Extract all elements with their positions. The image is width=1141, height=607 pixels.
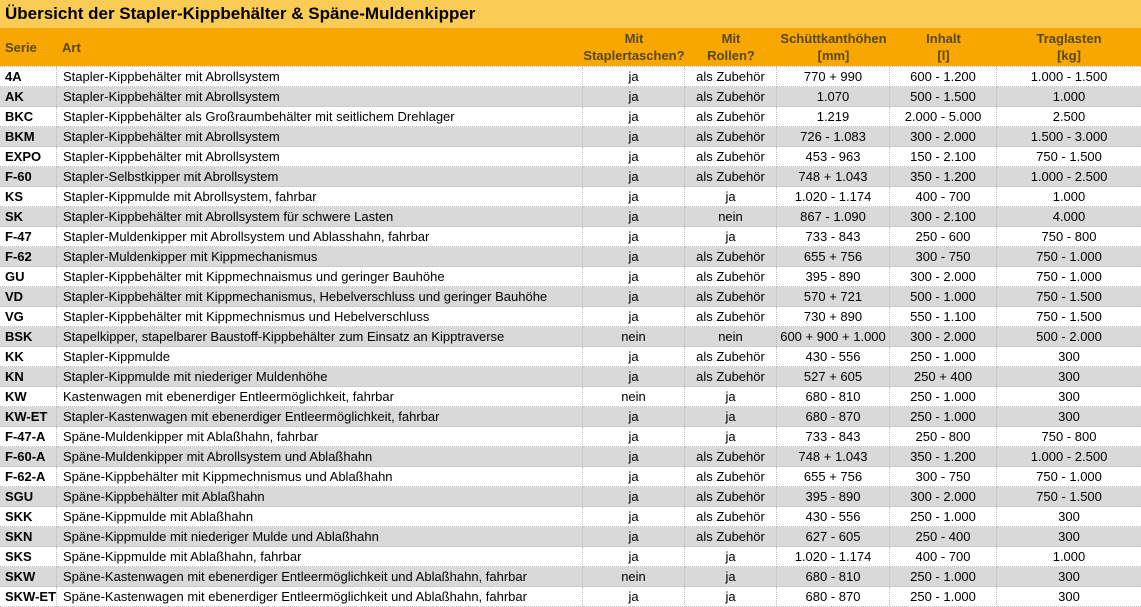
cell-traglast: 750 - 1.500 [997, 147, 1141, 167]
cell-serie: SGU [0, 487, 57, 507]
table-row [0, 167, 1141, 187]
cell-staplertaschen: ja [583, 107, 685, 127]
cell-schuettkanthoehe: 1.020 - 1.174 [777, 547, 890, 567]
cell-traglast: 300 [997, 347, 1141, 367]
cell-staplertaschen: ja [583, 267, 685, 287]
cell-traglast: 500 - 2.000 [997, 327, 1141, 347]
cell-rollen: als Zubehör [685, 507, 777, 527]
cell-staplertaschen: ja [583, 307, 685, 327]
cell-staplertaschen: ja [583, 207, 685, 227]
header-staplertaschen-line1: Mit [624, 31, 644, 46]
cell-schuettkanthoehe: 770 + 990 [777, 67, 890, 87]
table-row [0, 227, 1141, 247]
header-inhalt-unit: [l] [937, 48, 950, 63]
cell-serie: F-47-A [0, 427, 57, 447]
cell-traglast: 300 [997, 567, 1141, 587]
cell-traglast: 300 [997, 507, 1141, 527]
header-traglasten-line1: Traglasten [1036, 31, 1102, 46]
cell-serie: EXPO [0, 147, 57, 167]
cell-schuettkanthoehe: 527 + 605 [777, 367, 890, 387]
cell-rollen: ja [685, 567, 777, 587]
cell-schuettkanthoehe: 570 + 721 [777, 287, 890, 307]
table-row [0, 347, 1141, 367]
cell-schuettkanthoehe: 680 - 810 [777, 387, 890, 407]
cell-inhalt: 600 - 1.200 [890, 67, 997, 87]
cell-rollen: nein [685, 327, 777, 347]
cell-inhalt: 550 - 1.100 [890, 307, 997, 327]
cell-traglast: 300 [997, 527, 1141, 547]
cell-traglast: 300 [997, 387, 1141, 407]
header-traglasten-unit: [kg] [1057, 48, 1081, 63]
cell-inhalt: 250 - 1.000 [890, 407, 997, 427]
cell-art: Späne-Kippmulde mit niederiger Mulde und Ablaßhahn [57, 527, 583, 547]
cell-rollen: als Zubehör [685, 147, 777, 167]
cell-staplertaschen: ja [583, 347, 685, 367]
table-row [0, 367, 1141, 387]
cell-staplertaschen: ja [583, 407, 685, 427]
cell-serie: SKS [0, 547, 57, 567]
cell-inhalt: 500 - 1.000 [890, 287, 997, 307]
cell-serie: SKW-ET [0, 587, 57, 607]
header-serie [0, 28, 57, 66]
cell-traglast: 1.000 - 1.500 [997, 67, 1141, 87]
cell-art: Stapler-Selbstkipper mit Abrollsystem [57, 167, 583, 187]
cell-art: Kastenwagen mit ebenerdiger Entleermöglichkeit, fahrbar [57, 387, 583, 407]
header-row [0, 28, 1141, 66]
cell-serie: 4A [0, 67, 57, 87]
cell-schuettkanthoehe: 680 - 870 [777, 407, 890, 427]
cell-schuettkanthoehe: 600 + 900 + 1.000 [777, 327, 890, 347]
table-row [0, 267, 1141, 287]
table-body [0, 66, 1141, 607]
table-row [0, 487, 1141, 507]
cell-inhalt: 300 - 750 [890, 247, 997, 267]
cell-schuettkanthoehe: 395 - 890 [777, 487, 890, 507]
header-rollen [685, 28, 777, 66]
cell-art: Stapler-Kastenwagen mit ebenerdiger Entleermöglichkeit, fahrbar [57, 407, 583, 427]
cell-staplertaschen: ja [583, 187, 685, 207]
cell-traglast: 750 - 1.000 [997, 247, 1141, 267]
table-row [0, 67, 1141, 87]
cell-rollen: als Zubehör [685, 307, 777, 327]
table-row [0, 587, 1141, 607]
cell-traglast: 1.000 [997, 87, 1141, 107]
cell-serie: GU [0, 267, 57, 287]
cell-schuettkanthoehe: 726 - 1.083 [777, 127, 890, 147]
cell-schuettkanthoehe: 627 - 605 [777, 527, 890, 547]
table-row [0, 407, 1141, 427]
cell-staplertaschen: ja [583, 167, 685, 187]
cell-art: Stapler-Kippbehälter mit Kippmechnaismus und geringer Bauhöhe [57, 267, 583, 287]
cell-traglast: 750 - 1.500 [997, 307, 1141, 327]
header-traglasten [997, 28, 1141, 66]
cell-staplertaschen: ja [583, 67, 685, 87]
table-row [0, 387, 1141, 407]
cell-serie: F-60-A [0, 447, 57, 467]
cell-inhalt: 150 - 2.100 [890, 147, 997, 167]
cell-rollen: ja [685, 387, 777, 407]
cell-schuettkanthoehe: 655 + 756 [777, 247, 890, 267]
cell-serie: KN [0, 367, 57, 387]
cell-traglast: 1.000 [997, 547, 1141, 567]
cell-schuettkanthoehe: 748 + 1.043 [777, 167, 890, 187]
cell-serie: BKC [0, 107, 57, 127]
cell-inhalt: 250 - 400 [890, 527, 997, 547]
cell-staplertaschen: ja [583, 127, 685, 147]
cell-staplertaschen: ja [583, 467, 685, 487]
cell-art: Stapler-Kippmulde mit Abrollsystem, fahrbar [57, 187, 583, 207]
cell-art: Späne-Kippbehälter mit Ablaßhahn [57, 487, 583, 507]
cell-rollen: ja [685, 427, 777, 447]
cell-schuettkanthoehe: 430 - 556 [777, 347, 890, 367]
cell-staplertaschen: ja [583, 147, 685, 167]
cell-art: Späne-Kastenwagen mit ebenerdiger Entleermöglichkeit und Ablaßhahn, fahrbar [57, 567, 583, 587]
cell-serie: KK [0, 347, 57, 367]
table-row [0, 507, 1141, 527]
cell-inhalt: 300 - 2.000 [890, 487, 997, 507]
cell-traglast: 750 - 1.500 [997, 487, 1141, 507]
cell-inhalt: 2.000 - 5.000 [890, 107, 997, 127]
cell-inhalt: 500 - 1.500 [890, 87, 997, 107]
cell-inhalt: 350 - 1.200 [890, 447, 997, 467]
cell-staplertaschen: ja [583, 587, 685, 607]
cell-traglast: 1.000 - 2.500 [997, 447, 1141, 467]
table-row [0, 87, 1141, 107]
cell-serie: SKK [0, 507, 57, 527]
cell-rollen: als Zubehör [685, 127, 777, 147]
cell-serie: KW [0, 387, 57, 407]
table-row [0, 327, 1141, 347]
cell-staplertaschen: ja [583, 487, 685, 507]
cell-rollen: ja [685, 187, 777, 207]
cell-serie: SKN [0, 527, 57, 547]
cell-art: Stapler-Kippmulde mit niederiger Muldenhöhe [57, 367, 583, 387]
cell-rollen: als Zubehör [685, 267, 777, 287]
cell-rollen: als Zubehör [685, 447, 777, 467]
cell-staplertaschen: nein [583, 387, 685, 407]
cell-traglast: 750 - 800 [997, 427, 1141, 447]
cell-inhalt: 300 - 2.000 [890, 127, 997, 147]
header-schuettkanthoehen-unit: [mm] [817, 48, 850, 63]
cell-traglast: 750 - 800 [997, 227, 1141, 247]
cell-staplertaschen: ja [583, 287, 685, 307]
cell-art: Stapler-Kippbehälter mit Kippmechanismus, Hebelverschluss und geringer Bauhöhe [57, 287, 583, 307]
cell-inhalt: 250 - 1.000 [890, 567, 997, 587]
cell-staplertaschen: ja [583, 447, 685, 467]
cell-serie: SK [0, 207, 57, 227]
header-staplertaschen-line2: Staplertaschen? [583, 48, 685, 63]
cell-rollen: als Zubehör [685, 247, 777, 267]
cell-inhalt: 350 - 1.200 [890, 167, 997, 187]
cell-art: Stapler-Kippbehälter mit Abrollsystem [57, 147, 583, 167]
cell-rollen: als Zubehör [685, 367, 777, 387]
cell-traglast: 300 [997, 367, 1141, 387]
cell-rollen: ja [685, 587, 777, 607]
cell-serie: F-62-A [0, 467, 57, 487]
cell-traglast: 750 - 1.000 [997, 467, 1141, 487]
table-row [0, 107, 1141, 127]
cell-inhalt: 250 - 1.000 [890, 587, 997, 607]
cell-rollen: ja [685, 547, 777, 567]
cell-rollen: als Zubehör [685, 487, 777, 507]
cell-rollen: als Zubehör [685, 107, 777, 127]
cell-schuettkanthoehe: 730 + 890 [777, 307, 890, 327]
cell-traglast: 1.000 [997, 187, 1141, 207]
table-row [0, 147, 1141, 167]
cell-schuettkanthoehe: 395 - 890 [777, 267, 890, 287]
cell-schuettkanthoehe: 748 + 1.043 [777, 447, 890, 467]
cell-schuettkanthoehe: 733 - 843 [777, 227, 890, 247]
cell-traglast: 300 [997, 407, 1141, 427]
cell-art: Späne-Kastenwagen mit ebenerdiger Entleermöglichkeit und Ablaßhahn, fahrbar [57, 587, 583, 607]
cell-schuettkanthoehe: 430 - 556 [777, 507, 890, 527]
cell-art: Stapler-Muldenkipper mit Kippmechanismus [57, 247, 583, 267]
cell-art: Stapler-Kippbehälter mit Abrollsystem für schwere Lasten [57, 207, 583, 227]
cell-traglast: 4.000 [997, 207, 1141, 227]
cell-art: Stapler-Kippmulde [57, 347, 583, 367]
cell-inhalt: 300 - 2.000 [890, 327, 997, 347]
cell-staplertaschen: nein [583, 567, 685, 587]
cell-rollen: nein [685, 207, 777, 227]
cell-serie: BSK [0, 327, 57, 347]
cell-schuettkanthoehe: 733 - 843 [777, 427, 890, 447]
cell-inhalt: 300 - 2.100 [890, 207, 997, 227]
cell-rollen: als Zubehör [685, 67, 777, 87]
cell-traglast: 2.500 [997, 107, 1141, 127]
cell-inhalt: 250 + 400 [890, 367, 997, 387]
cell-staplertaschen: ja [583, 247, 685, 267]
cell-rollen: als Zubehör [685, 467, 777, 487]
cell-traglast: 750 - 1.000 [997, 267, 1141, 287]
cell-inhalt: 400 - 700 [890, 187, 997, 207]
cell-art: Späne-Muldenkipper mit Abrollsystem und Ablaßhahn [57, 447, 583, 467]
cell-staplertaschen: ja [583, 547, 685, 567]
header-rollen-line2: Rollen? [707, 48, 755, 63]
cell-traglast: 1.000 - 2.500 [997, 167, 1141, 187]
cell-staplertaschen: ja [583, 227, 685, 247]
table-row [0, 447, 1141, 467]
header-serie-label: Serie [5, 39, 37, 55]
cell-serie: KS [0, 187, 57, 207]
cell-staplertaschen: ja [583, 367, 685, 387]
cell-staplertaschen: ja [583, 427, 685, 447]
cell-art: Späne-Muldenkipper mit Ablaßhahn, fahrbar [57, 427, 583, 447]
cell-rollen: ja [685, 227, 777, 247]
table-row [0, 287, 1141, 307]
table-row [0, 547, 1141, 567]
cell-staplertaschen: ja [583, 527, 685, 547]
cell-art: Stapelkipper, stapelbarer Baustoff-Kippbehälter zum Einsatz an Kipptraverse [57, 327, 583, 347]
cell-staplertaschen: ja [583, 87, 685, 107]
cell-serie: BKM [0, 127, 57, 147]
cell-rollen: ja [685, 407, 777, 427]
cell-schuettkanthoehe: 1.219 [777, 107, 890, 127]
cell-schuettkanthoehe: 680 - 870 [777, 587, 890, 607]
cell-art: Stapler-Kippbehälter als Großraumbehälter mit seitlichem Drehlager [57, 107, 583, 127]
table-row [0, 247, 1141, 267]
cell-art: Stapler-Muldenkipper mit Abrollsystem und Ablasshahn, fahrbar [57, 227, 583, 247]
cell-serie: VG [0, 307, 57, 327]
cell-rollen: als Zubehör [685, 87, 777, 107]
cell-traglast: 750 - 1.500 [997, 287, 1141, 307]
cell-rollen: als Zubehör [685, 347, 777, 367]
cell-inhalt: 400 - 700 [890, 547, 997, 567]
cell-art: Späne-Kippmulde mit Ablaßhahn [57, 507, 583, 527]
cell-rollen: als Zubehör [685, 527, 777, 547]
cell-inhalt: 250 - 1.000 [890, 387, 997, 407]
table-row [0, 127, 1141, 147]
cell-traglast: 300 [997, 587, 1141, 607]
table-row [0, 307, 1141, 327]
header-art-label: Art [62, 39, 81, 55]
table-row [0, 467, 1141, 487]
table-row [0, 527, 1141, 547]
cell-serie: KW-ET [0, 407, 57, 427]
cell-art: Späne-Kippmulde mit Ablaßhahn, fahrbar [57, 547, 583, 567]
cell-schuettkanthoehe: 867 - 1.090 [777, 207, 890, 227]
header-schuettkanthoehen [777, 28, 890, 66]
cell-schuettkanthoehe: 680 - 810 [777, 567, 890, 587]
cell-inhalt: 300 - 750 [890, 467, 997, 487]
header-staplertaschen [583, 28, 685, 66]
cell-inhalt: 300 - 2.000 [890, 267, 997, 287]
cell-schuettkanthoehe: 655 + 756 [777, 467, 890, 487]
table-row [0, 187, 1141, 207]
cell-schuettkanthoehe: 1.070 [777, 87, 890, 107]
cell-serie: F-62 [0, 247, 57, 267]
cell-serie: AK [0, 87, 57, 107]
cell-schuettkanthoehe: 453 - 963 [777, 147, 890, 167]
cell-staplertaschen: ja [583, 507, 685, 527]
table-row [0, 207, 1141, 227]
cell-art: Stapler-Kippbehälter mit Kippmechnismus und Hebelverschluss [57, 307, 583, 327]
cell-rollen: als Zubehör [685, 167, 777, 187]
cell-art: Stapler-Kippbehälter mit Abrollsystem [57, 87, 583, 107]
cell-staplertaschen: nein [583, 327, 685, 347]
header-inhalt-line1: Inhalt [926, 31, 961, 46]
cell-inhalt: 250 - 800 [890, 427, 997, 447]
cell-inhalt: 250 - 1.000 [890, 347, 997, 367]
cell-rollen: als Zubehör [685, 287, 777, 307]
cell-serie: F-47 [0, 227, 57, 247]
cell-art: Stapler-Kippbehälter mit Abrollsystem [57, 127, 583, 147]
page-title: Übersicht der Stapler-Kippbehälter & Späne-Muldenkipper [0, 0, 1141, 28]
cell-art: Stapler-Kippbehälter mit Abrollsystem [57, 67, 583, 87]
table-row [0, 427, 1141, 447]
cell-traglast: 1.500 - 3.000 [997, 127, 1141, 147]
cell-inhalt: 250 - 1.000 [890, 507, 997, 527]
cell-art: Späne-Kippbehälter mit Kippmechnismus und Ablaßhahn [57, 467, 583, 487]
cell-serie: SKW [0, 567, 57, 587]
cell-serie: VD [0, 287, 57, 307]
header-inhalt [890, 28, 997, 66]
cell-schuettkanthoehe: 1.020 - 1.174 [777, 187, 890, 207]
header-art [57, 28, 583, 66]
header-schuettkanthoehen-line1: Schüttkanthöhen [780, 31, 887, 46]
cell-inhalt: 250 - 600 [890, 227, 997, 247]
table-row [0, 567, 1141, 587]
cell-serie: F-60 [0, 167, 57, 187]
header-rollen-line1: Mit [721, 31, 741, 46]
